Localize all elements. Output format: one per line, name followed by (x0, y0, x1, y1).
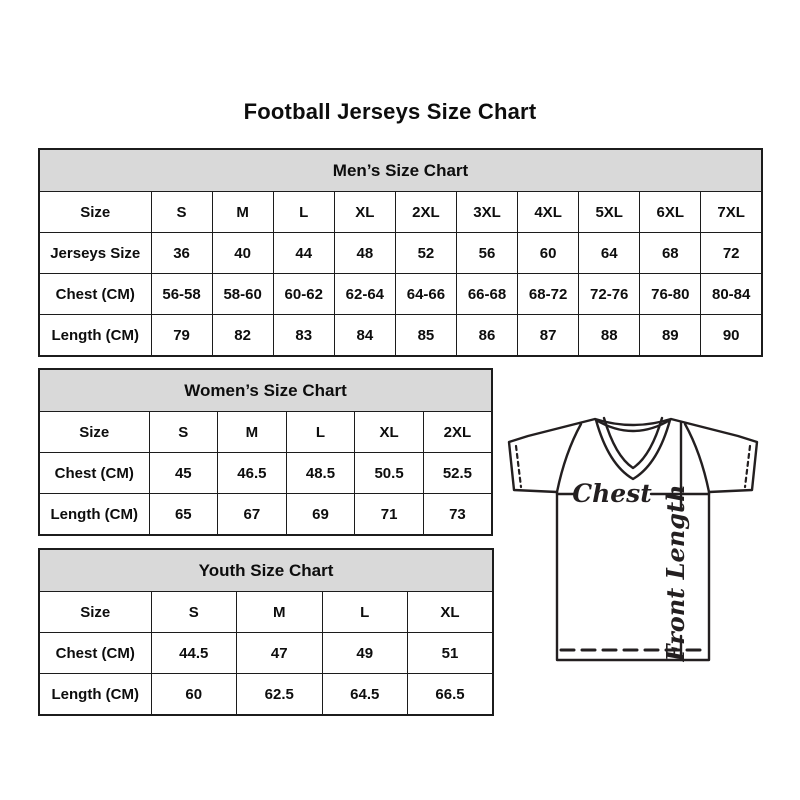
mens-size-table (38, 148, 763, 357)
value-cell: 2XL (395, 192, 456, 233)
table-row (39, 192, 762, 233)
value-cell: 52.5 (423, 453, 492, 494)
value-cell: 2XL (423, 412, 492, 453)
value-cell: S (151, 592, 237, 633)
value-cell: 83 (273, 315, 334, 357)
value-cell: 64 (579, 233, 640, 274)
table-row (39, 592, 493, 633)
value-cell: 48 (334, 233, 395, 274)
right-cuff-dashed-line-icon (745, 446, 750, 487)
value-cell: 66.5 (408, 674, 494, 716)
value-cell: 79 (151, 315, 212, 357)
value-cell: XL (334, 192, 395, 233)
row-header-cell: Size (39, 592, 151, 633)
table-row (39, 633, 493, 674)
value-cell: 48.5 (286, 453, 355, 494)
right-armhole-seam-icon (685, 424, 709, 492)
table-row (39, 233, 762, 274)
row-header-cell: Length (CM) (39, 494, 149, 536)
row-header-cell: Size (39, 412, 149, 453)
value-cell: S (149, 412, 218, 453)
value-cell: M (218, 412, 287, 453)
value-cell: 88 (579, 315, 640, 357)
table-row (39, 494, 492, 536)
value-cell: 52 (395, 233, 456, 274)
value-cell: 7XL (701, 192, 762, 233)
jersey-diagram-svg (502, 409, 766, 669)
table-row (39, 274, 762, 315)
value-cell: 64.5 (322, 674, 408, 716)
row-header-cell: Size (39, 192, 151, 233)
value-cell: 86 (456, 315, 517, 357)
value-cell: 44.5 (151, 633, 237, 674)
value-cell: 49 (322, 633, 408, 674)
value-cell: 56-58 (151, 274, 212, 315)
front-length-label: Front Length (661, 484, 690, 662)
value-cell: 73 (423, 494, 492, 536)
value-cell: 4XL (518, 192, 579, 233)
value-cell: 69 (286, 494, 355, 536)
table-title: Men’s Size Chart (39, 149, 762, 192)
row-header-cell: Length (CM) (39, 315, 151, 357)
value-cell: 40 (212, 233, 273, 274)
page-title: Football Jerseys Size Chart (243, 99, 537, 124)
value-cell: S (151, 192, 212, 233)
womens-size-table (38, 368, 493, 536)
value-cell: 51 (408, 633, 494, 674)
table-row (39, 453, 492, 494)
value-cell: XL (408, 592, 494, 633)
value-cell: 3XL (456, 192, 517, 233)
value-cell: 62.5 (237, 674, 323, 716)
value-cell: 60 (151, 674, 237, 716)
left-cuff-dashed-line-icon (516, 446, 521, 487)
value-cell: 47 (237, 633, 323, 674)
jersey-outline-icon (509, 419, 757, 660)
row-header-cell: Chest (CM) (39, 274, 151, 315)
value-cell: 46.5 (218, 453, 287, 494)
table-row (39, 412, 492, 453)
value-cell: 72-76 (579, 274, 640, 315)
value-cell: 66-68 (456, 274, 517, 315)
table-row (39, 674, 493, 716)
value-cell: 71 (355, 494, 424, 536)
value-cell: XL (355, 412, 424, 453)
value-cell: 90 (701, 315, 762, 357)
row-header-cell: Chest (CM) (39, 453, 149, 494)
value-cell: 68 (640, 233, 701, 274)
value-cell: M (212, 192, 273, 233)
value-cell: 5XL (579, 192, 640, 233)
value-cell: 80-84 (701, 274, 762, 315)
value-cell: L (286, 412, 355, 453)
value-cell: 67 (218, 494, 287, 536)
table-title: Women’s Size Chart (39, 369, 492, 412)
value-cell: 76-80 (640, 274, 701, 315)
value-cell: 68-72 (518, 274, 579, 315)
value-cell: 60 (518, 233, 579, 274)
value-cell: 45 (149, 453, 218, 494)
value-cell: 58-60 (212, 274, 273, 315)
table-title: Youth Size Chart (39, 549, 493, 592)
row-header-cell: Chest (CM) (39, 633, 151, 674)
row-header-cell: Jerseys Size (39, 233, 151, 274)
value-cell: 36 (151, 233, 212, 274)
value-cell: 56 (456, 233, 517, 274)
value-cell: 72 (701, 233, 762, 274)
row-header-cell: Length (CM) (39, 674, 151, 716)
value-cell: 60-62 (273, 274, 334, 315)
value-cell: 89 (640, 315, 701, 357)
value-cell: 44 (273, 233, 334, 274)
value-cell: M (237, 592, 323, 633)
jersey-measurement-diagram (502, 409, 766, 669)
value-cell: 82 (212, 315, 273, 357)
value-cell: L (322, 592, 408, 633)
youth-size-table (38, 548, 494, 716)
chest-label: Chest (572, 479, 652, 508)
value-cell: 65 (149, 494, 218, 536)
value-cell: 64-66 (395, 274, 456, 315)
value-cell: 85 (395, 315, 456, 357)
value-cell: 6XL (640, 192, 701, 233)
table-row (39, 315, 762, 357)
value-cell: 87 (518, 315, 579, 357)
value-cell: 50.5 (355, 453, 424, 494)
value-cell: L (273, 192, 334, 233)
value-cell: 84 (334, 315, 395, 357)
value-cell: 62-64 (334, 274, 395, 315)
